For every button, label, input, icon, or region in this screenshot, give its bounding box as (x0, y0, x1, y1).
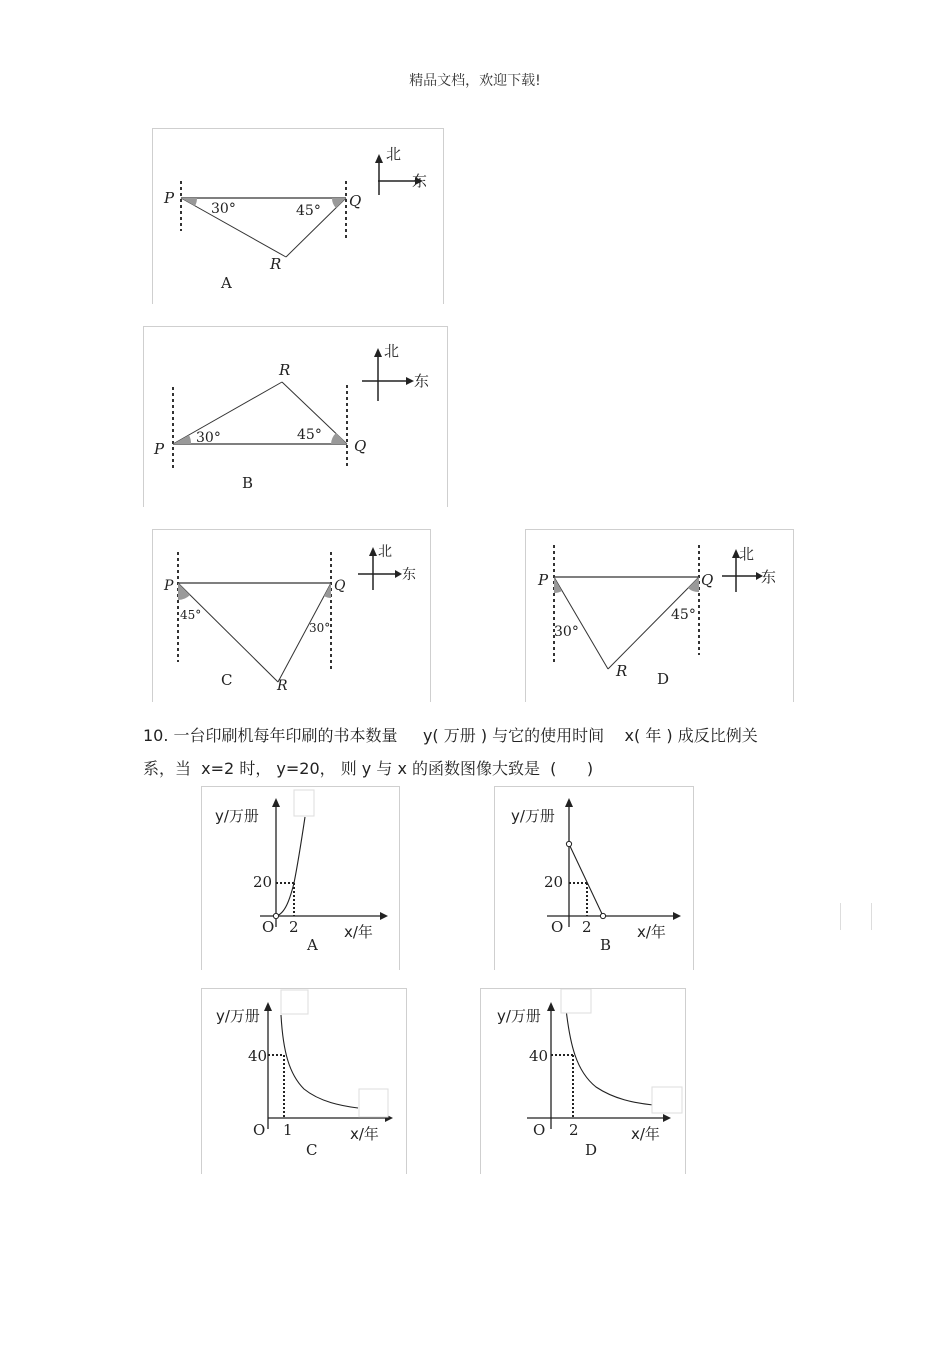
x-axis-label: x/年 (350, 1125, 379, 1143)
option-label: C (221, 671, 233, 689)
figure-option-d (525, 529, 794, 702)
y-axis-label: y/万册 (215, 807, 259, 825)
x-tick-label: 2 (582, 918, 592, 936)
label-r: R (277, 678, 288, 694)
origin-label: O (551, 918, 564, 936)
graph-option-c (201, 988, 407, 1174)
option-label: B (242, 474, 254, 492)
angle-p-label: 30° (211, 201, 236, 217)
page-header: 精品文档，欢迎下载! (409, 73, 541, 89)
angle-p-label: 30° (554, 624, 579, 640)
option-label: A (307, 936, 318, 954)
label-p: P (164, 578, 174, 594)
label-q: Q (701, 571, 714, 589)
blank-box (840, 903, 872, 930)
angle-p-label: 45° (180, 608, 202, 622)
label-r: R (279, 361, 291, 379)
y-tick-label: 20 (253, 873, 273, 891)
angle-q-label: 45° (671, 607, 696, 623)
option-label: D (585, 1141, 598, 1159)
label-p: P (164, 189, 175, 207)
option-label: C (306, 1141, 318, 1159)
figure-option-c (152, 529, 431, 702)
figure-option-b (143, 326, 448, 507)
origin-label: O (262, 918, 275, 936)
graph-option-b (494, 786, 694, 970)
question-10-line-1: 10. 一台印刷机每年印刷的书本数量 y( 万册 ) 与它的使用时间 x( 年 ) 成反比例关 (143, 726, 758, 745)
option-label: A (221, 274, 232, 292)
origin-label: O (533, 1121, 546, 1139)
label-q: Q (334, 578, 346, 594)
compass-north: 北 (739, 545, 755, 563)
angle-q-label: 45° (297, 427, 322, 443)
compass-east: 东 (412, 172, 428, 190)
label-r: R (616, 662, 628, 680)
x-axis-label: x/年 (344, 923, 373, 941)
compass-east: 东 (414, 372, 430, 390)
angle-q-label: 45° (296, 203, 321, 219)
label-p: P (538, 571, 549, 589)
y-tick-label: 40 (529, 1047, 549, 1065)
option-label: B (600, 936, 612, 954)
x-axis-label: x/年 (637, 923, 666, 941)
compass-north: 北 (386, 145, 402, 163)
y-axis-label: y/万册 (511, 807, 555, 825)
label-p: P (154, 440, 165, 458)
figure-option-a (152, 128, 444, 304)
x-tick-label: 1 (283, 1121, 293, 1139)
label-r: R (270, 255, 282, 273)
x-axis-label: x/年 (631, 1125, 660, 1143)
question-10-line-2: 系，当 x=2 时， y=20， 则 y 与 x 的函数图像大致是 ( ) (143, 759, 594, 778)
y-tick-label: 20 (544, 873, 564, 891)
y-axis-label: y/万册 (497, 1007, 541, 1025)
graph-option-a (201, 786, 400, 970)
angle-p-label: 30° (196, 430, 221, 446)
label-q: Q (354, 437, 367, 455)
option-label: D (657, 670, 670, 688)
y-tick-label: 40 (248, 1047, 268, 1065)
label-q: Q (349, 192, 362, 210)
angle-q-label: 30° (309, 621, 331, 635)
compass-east: 东 (761, 568, 777, 586)
x-tick-label: 2 (289, 918, 299, 936)
compass-east: 东 (402, 567, 416, 583)
graph-option-d (480, 988, 686, 1174)
origin-label: O (253, 1121, 266, 1139)
compass-north: 北 (378, 544, 392, 560)
x-tick-label: 2 (569, 1121, 579, 1139)
y-axis-label: y/万册 (216, 1007, 260, 1025)
compass-north: 北 (384, 342, 400, 360)
